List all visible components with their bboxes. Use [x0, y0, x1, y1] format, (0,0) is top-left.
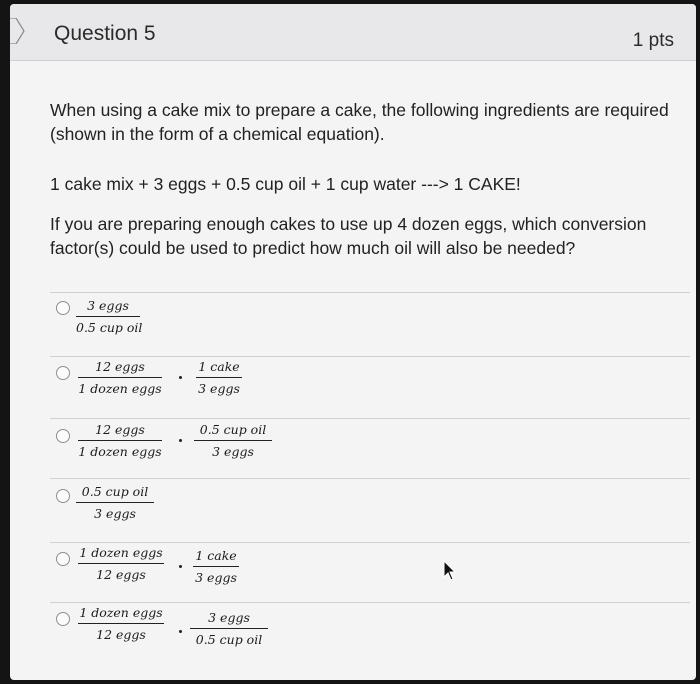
divider: [50, 602, 690, 603]
fraction-numerator: 1 dozen eggs: [79, 545, 163, 560]
fraction-bar: [76, 316, 140, 317]
fraction-bar: [194, 440, 272, 441]
divider: [50, 356, 690, 357]
question-card: [10, 4, 696, 680]
fraction-numerator: 1 cake: [195, 548, 237, 563]
radio-button[interactable]: [56, 301, 70, 315]
fraction-bar: [76, 502, 154, 503]
fraction-numerator: 1 dozen eggs: [79, 605, 163, 620]
fraction: [78, 545, 164, 582]
fraction-denominator: 3 eggs: [94, 506, 136, 521]
fraction-bar: [193, 566, 239, 567]
fraction: [193, 548, 239, 585]
fraction-denominator: 3 eggs: [212, 444, 254, 459]
multiply-dot: [179, 439, 182, 442]
fraction-bar: [190, 628, 268, 629]
fraction-numerator: 3 eggs: [87, 298, 129, 313]
fraction-bar: [78, 440, 162, 441]
fraction: [78, 605, 164, 642]
fraction: [78, 359, 162, 396]
fraction: [76, 298, 143, 335]
multiply-dot: [179, 565, 182, 568]
fraction-numerator: 3 eggs: [208, 610, 250, 625]
fraction-denominator: 0.5 cup oil: [195, 632, 263, 647]
fraction-bar: [78, 377, 162, 378]
mouse-cursor-icon: [443, 560, 457, 582]
radio-button[interactable]: [56, 612, 70, 626]
question-prompt-intro: When using a cake mix to prepare a cake, the following ingredients are required (shown in the form of a chemical equation).: [50, 100, 669, 144]
fraction: [76, 484, 154, 521]
fraction-denominator: 1 dozen eggs: [78, 381, 162, 396]
question-prompt-task: If you are preparing enough cakes to use up 4 dozen eggs, which conversion factor(s) could be used to predict how much oil will also be needed?: [50, 214, 647, 258]
divider: [50, 478, 690, 479]
fraction-denominator: 0.5 cup oil: [76, 320, 143, 335]
fraction-numerator: 12 eggs: [95, 422, 145, 437]
fraction-denominator: 1 dozen eggs: [78, 444, 162, 459]
fraction: [190, 610, 268, 647]
question-header: [10, 4, 696, 61]
multiply-dot: [179, 376, 182, 379]
fraction-numerator: 0.5 cup oil: [81, 484, 149, 499]
multiply-dot: [179, 630, 182, 633]
fraction-numerator: 1 cake: [198, 359, 240, 374]
chemical-equation: 1 cake mix + 3 eggs + 0.5 cup oil + 1 cup water ---> 1 CAKE!: [50, 174, 521, 194]
radio-button[interactable]: [56, 552, 70, 566]
fraction-bar: [78, 623, 164, 624]
fraction: [194, 422, 272, 459]
divider: [50, 292, 690, 293]
question-points: 1 pts: [632, 30, 674, 51]
fraction-denominator: 12 eggs: [96, 627, 146, 642]
radio-button[interactable]: [56, 366, 70, 380]
fraction-bar: [78, 563, 164, 564]
question-title: Question 5: [54, 22, 156, 45]
divider: [50, 418, 690, 419]
fraction: [196, 359, 242, 396]
fraction-numerator: 12 eggs: [95, 359, 145, 374]
radio-button[interactable]: [56, 429, 70, 443]
divider: [50, 542, 690, 543]
collapse-arrow-icon[interactable]: [10, 18, 26, 44]
radio-button[interactable]: [56, 489, 70, 503]
fraction-denominator: 3 eggs: [195, 570, 237, 585]
fraction: [78, 422, 162, 459]
fraction-numerator: 0.5 cup oil: [199, 422, 267, 437]
fraction-denominator: 12 eggs: [96, 567, 146, 582]
fraction-bar: [196, 377, 242, 378]
fraction-denominator: 3 eggs: [198, 381, 240, 396]
